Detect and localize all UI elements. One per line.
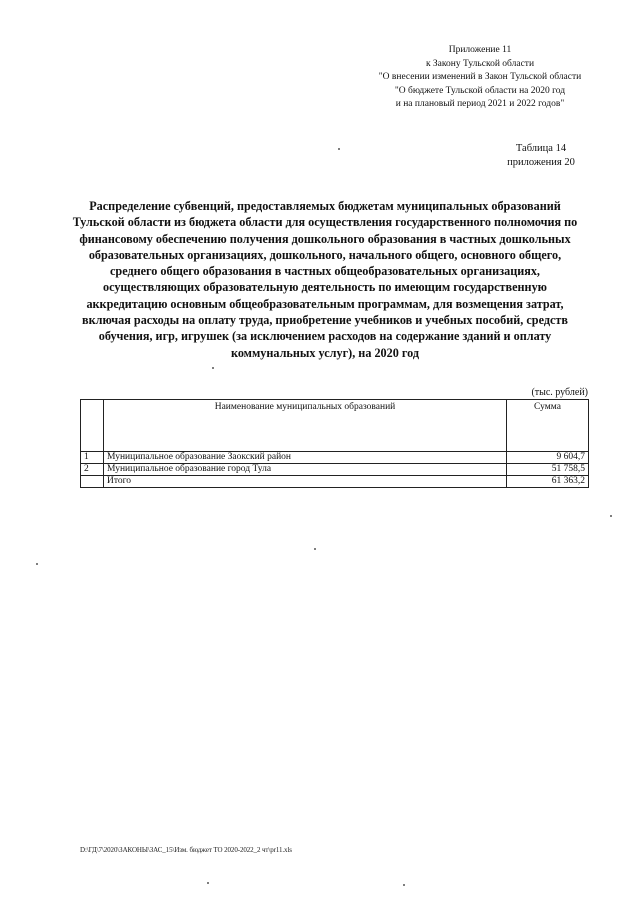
table-reference [496, 142, 586, 170]
appendix-line: Приложение 11 [448, 45, 512, 55]
appendix-header [360, 44, 600, 112]
table-row [81, 464, 589, 476]
total-label: Итого [104, 476, 507, 488]
header-sum-cell: Сумма [507, 400, 589, 452]
table-row [81, 452, 589, 464]
units-label: (тыс. рублей) [531, 387, 588, 398]
row-number: 1 [81, 452, 104, 464]
scan-speck [36, 563, 38, 565]
appendix-number: приложения 20 [507, 157, 575, 168]
scan-speck [338, 148, 340, 150]
total-sum: 61 363,2 [507, 476, 589, 488]
header-num-cell [81, 400, 104, 452]
file-path-footer: D:\ГД\7\2020\ЗАКОНЫ\ЗАС_15\Изм. бюджет ТО 2020-2022_2 чт\pr11.xls [80, 846, 292, 854]
header-name-cell: Наименование муниципальных образований [104, 400, 507, 452]
document-title: Распределение субвенций, предоставляемых бюджетам муниципальных образований Тульской области из бюджета области для осуществления государственного полномочия по финансовому обеспечению получения дошкольного образования в частных дошкольных образовательных организациях, дошкольного, начального общего, основного общего, среднего общего образования в частных общеобразовательных организациях, осуществляющих образовательную деятельность по имеющим государственную аккредитацию основным общеобразовательным программам, для возмещения затрат, включая расходы на оплату труда, приобретение учебников и учебных пособий, средств обучения, игр, игрушек (за исключением расходов на содержание зданий и оплату коммунальных услуг), на 2020 год [72, 199, 578, 360]
row-name: Муниципальное образование Заокский район [104, 452, 507, 464]
appendix-line: "О бюджете Тульской области на 2020 год [394, 85, 566, 96]
scan-speck [610, 515, 612, 517]
row-sum: 9 604,7 [507, 452, 589, 464]
appendix-line: к Закону Тульской области [425, 58, 535, 69]
total-number-cell [81, 476, 104, 488]
row-number: 2 [81, 464, 104, 476]
table-number: Таблица 14 [515, 143, 567, 154]
appendix-line: и на плановый период 2021 и 2022 годов" [395, 99, 565, 109]
row-name: Муниципальное образование город Тула [104, 464, 507, 476]
table-header-row [81, 400, 589, 452]
total-row [81, 476, 589, 488]
scan-speck [207, 882, 209, 884]
row-sum: 51 758,5 [507, 464, 589, 476]
appendix-line: "О внесении изменений в Закон Тульской области [378, 72, 582, 82]
scan-speck [314, 548, 316, 550]
scan-speck [212, 367, 214, 369]
scan-speck [403, 884, 405, 886]
subsidy-table [80, 399, 589, 488]
